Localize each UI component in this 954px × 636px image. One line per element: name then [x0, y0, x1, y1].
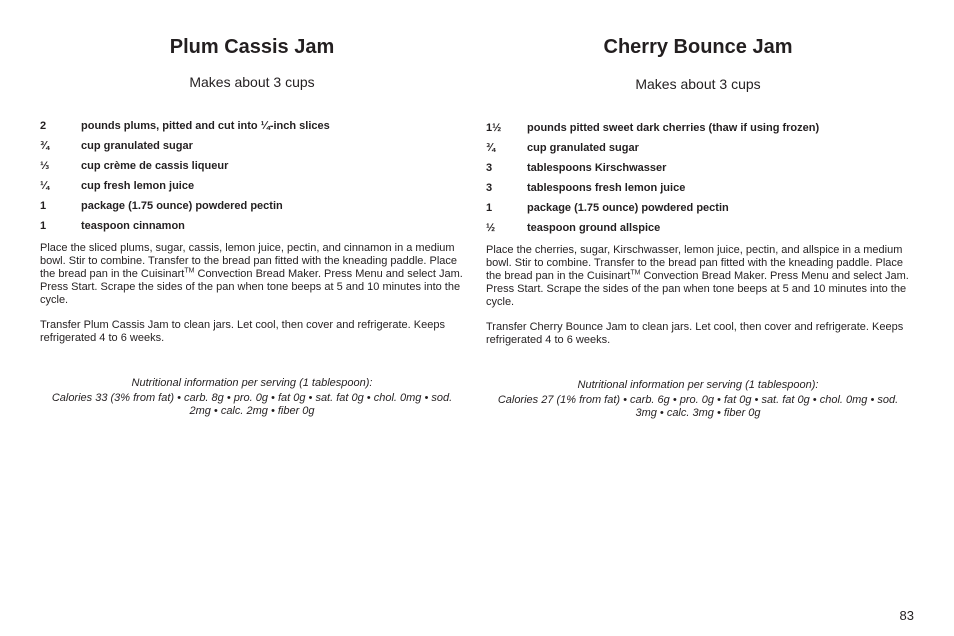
- nutrition-values: Calories 33 (3% from fat) • carb. 8g • pro. 0g • fat 0g • sat. fat 0g • chol. 0mg • sod. 2mg • calc. 2mg • fiber 0g: [51, 392, 453, 417]
- nutrition-info: [40, 377, 464, 418]
- directions-text: Convection Bread Maker. Press Menu and select Jam. Press Start. Scrape the sides of the pan when tone beeps at 5 and 10 minutes into the cycle.: [40, 268, 463, 306]
- nutrition-values: Calories 27 (1% from fat) • carb. 6g • pro. 0g • fat 0g • sat. fat 0g • chol. 0mg • sod. 3mg • calc. 3mg • fiber 0g: [497, 394, 899, 419]
- ingredient-quantity: 1½: [486, 122, 502, 134]
- page-number: 83: [899, 608, 914, 623]
- ingredient-name: cup fresh lemon juice: [81, 180, 195, 192]
- ingredient-name: cup crème de cassis liqueur: [81, 160, 229, 172]
- ingredient-row: [486, 218, 910, 238]
- trademark-mark: TM: [184, 267, 195, 275]
- ingredient-row: [486, 198, 910, 218]
- ingredient-name: cup granulated sugar: [527, 142, 639, 154]
- ingredient-name: teaspoon cinnamon: [81, 220, 185, 232]
- ingredient-name: pounds pitted sweet dark cherries (thaw if using frozen): [527, 122, 820, 134]
- directions-text: Convection Bread Maker. Press Menu and select Jam. Press Start. Scrape the sides of the pan when tone beeps at 5 and 10 minutes into the cycle.: [486, 270, 909, 308]
- ingredient-quantity: ¾: [40, 140, 50, 152]
- nutrition-heading: Nutritional information per serving (1 tablespoon):: [577, 379, 819, 391]
- recipe-yield: Makes about 3 cups: [635, 76, 761, 92]
- ingredient-row: [40, 136, 464, 156]
- ingredient-row: [486, 158, 910, 178]
- ingredient-row: [486, 138, 910, 158]
- ingredient-quantity: 1: [40, 220, 47, 232]
- ingredient-quantity: 1: [486, 202, 493, 214]
- recipe-yield: Makes about 3 cups: [189, 74, 315, 90]
- ingredient-name: tablespoons Kirschwasser: [527, 162, 667, 174]
- ingredient-list: [486, 118, 910, 238]
- directions-text: Place the sliced plums, sugar, cassis, lemon juice, pectin, and cinnamon in a medium bowl. Stir to combine. Transfer to the bread pan fitted with the kneading paddle. Place the bread pan in the Cuisinart: [40, 242, 458, 280]
- recipe-title: Cherry Bounce Jam: [603, 36, 793, 58]
- ingredient-quantity: ¼: [40, 180, 50, 192]
- directions-step: Transfer Plum Cassis Jam to clean jars. Let cool, then cover and refrigerate. Keeps refrigerated 4 to 6 weeks.: [40, 319, 445, 344]
- ingredient-name: teaspoon ground allspice: [527, 222, 661, 234]
- ingredient-quantity: ¾: [486, 142, 496, 154]
- ingredient-quantity: ⅓: [40, 160, 50, 172]
- ingredient-row: [486, 178, 910, 198]
- ingredient-name: package (1.75 ounce) powdered pectin: [81, 200, 283, 212]
- ingredient-row: [40, 196, 464, 216]
- ingredient-list: [40, 116, 464, 236]
- nutrition-info: [486, 379, 910, 420]
- ingredient-name: pounds plums, pitted and cut into ¼-inch slices: [81, 120, 330, 132]
- ingredient-row: [486, 118, 910, 138]
- ingredient-row: [40, 216, 464, 236]
- ingredient-name: tablespoons fresh lemon juice: [527, 182, 686, 194]
- directions-step: [486, 244, 910, 309]
- recipe-title: Plum Cassis Jam: [169, 36, 335, 58]
- ingredient-name: package (1.75 ounce) powdered pectin: [527, 202, 729, 214]
- ingredient-row: [40, 156, 464, 176]
- trademark-mark: TM: [630, 269, 641, 277]
- directions-step: Transfer Cherry Bounce Jam to clean jars. Let cool, then cover and refrigerate. Keeps refrigerated 4 to 6 weeks.: [486, 321, 904, 346]
- ingredient-quantity: 1: [40, 200, 47, 212]
- ingredient-quantity: 3: [486, 182, 493, 194]
- ingredient-name: cup granulated sugar: [81, 140, 193, 152]
- ingredient-quantity: 3: [486, 162, 493, 174]
- ingredient-quantity: ½: [486, 222, 496, 234]
- ingredient-row: [40, 176, 464, 196]
- ingredient-quantity: 2: [40, 120, 47, 132]
- directions-text: Place the cherries, sugar, Kirschwasser, lemon juice, pectin, and allspice in a medium bowl. Stir to combine. Transfer to the bread pan fitted with the kneading paddle. Place the bread pan in the Cuisinart: [486, 244, 904, 282]
- ingredient-row: [40, 116, 464, 136]
- directions-step: [40, 242, 464, 307]
- nutrition-heading: Nutritional information per serving (1 tablespoon):: [131, 377, 373, 389]
